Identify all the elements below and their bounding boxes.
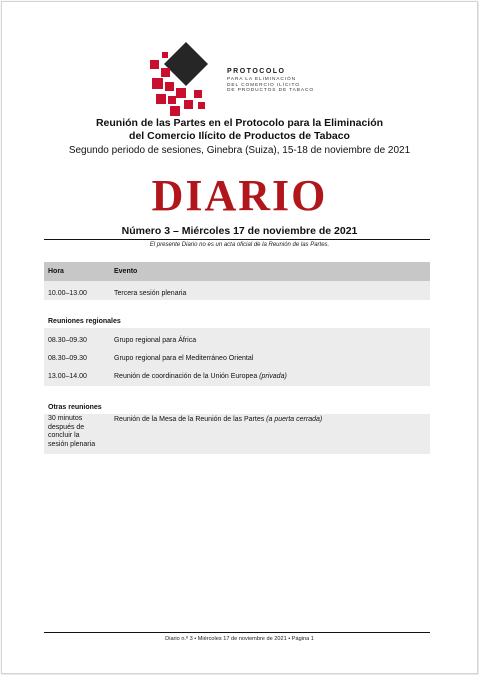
- meeting-title-line: Reunión de las Partes en el Protocolo para la Eliminación: [95, 117, 384, 129]
- row-event: [112, 372, 430, 381]
- logo-subtitle-line: DEL COMERCIO ILÍCITO: [227, 82, 300, 88]
- row-time: 13.00–14.00: [48, 372, 87, 380]
- logo-tile: [194, 90, 202, 98]
- table-row: [44, 286, 430, 300]
- logo-tile: [198, 102, 205, 109]
- logo-tile: [161, 68, 170, 77]
- row-event: [112, 415, 430, 424]
- logo-subtitle: [227, 77, 314, 94]
- row-time: [44, 415, 112, 449]
- logo-tile: [165, 82, 174, 91]
- event-name: Reunión de coordinación de la Unión Europea: [114, 372, 258, 380]
- row-event: Tercera sesión plenaria: [114, 289, 187, 297]
- logo-subtitle-line: PARA LA ELIMINACIÓN: [227, 77, 296, 82]
- table-row: [44, 333, 430, 347]
- section-title-other: Otras reuniones: [48, 404, 102, 411]
- schedule-table: [44, 262, 430, 454]
- logo-tile: [152, 78, 163, 89]
- row-time-line: 30 minutos: [48, 415, 83, 422]
- issue-line: Número 3 – Miércoles 17 de noviembre de 2021: [121, 225, 358, 237]
- meeting-title-line: del Comercio Ilícito de Productos de Tabaco: [129, 130, 350, 142]
- event-name: Reunión de la Mesa de la Reunión de las Partes: [114, 416, 265, 423]
- logo-dark-diamond: [164, 42, 208, 86]
- logo-wordmark: [227, 68, 314, 94]
- column-header-time: Hora: [48, 268, 64, 275]
- logo-title: PROTOCOLO: [227, 68, 286, 75]
- column-header-event: Evento: [114, 268, 138, 275]
- issue-divider: [44, 239, 430, 240]
- row-time-line: concluir la: [48, 432, 80, 439]
- section-spacer: [44, 386, 430, 400]
- logo-tile: [170, 106, 180, 116]
- diamond-mosaic-icon: [148, 40, 228, 120]
- disclaimer: El presente Diario no es un acta oficial de la Reunión de las Partes.: [149, 242, 330, 248]
- row-time-line: sesión plenaria: [48, 440, 96, 448]
- row-time-line: después de: [48, 423, 85, 431]
- logo-tile: [162, 52, 168, 58]
- row-event: Grupo regional para África: [114, 336, 197, 344]
- row-event: Grupo regional para el Mediterráneo Oriental: [114, 354, 254, 362]
- masthead-title: DIARIO: [151, 171, 328, 220]
- session-info: Segundo periodo de sesiones, Ginebra (Suiza), 15-18 de noviembre de 2021: [68, 145, 411, 156]
- logo-tile: [150, 60, 159, 69]
- logo-subtitle-line: DE PRODUCTOS DE TABACO: [227, 88, 314, 94]
- section-title-regional: Reuniones regionales: [48, 318, 121, 325]
- event-note: (privada): [259, 372, 287, 380]
- table-row: [44, 369, 430, 383]
- section-spacer: [44, 300, 430, 314]
- row-time: 08.30–09.30: [48, 354, 87, 362]
- footer-divider: [44, 632, 430, 633]
- table-row: [44, 414, 430, 454]
- event-note: (a puerta cerrada): [266, 416, 323, 423]
- table-header: [44, 262, 430, 281]
- logo-tile: [156, 94, 166, 104]
- table-row: [44, 351, 430, 365]
- logo-tile: [184, 100, 193, 109]
- page-footer: Diario n.º 3 • Miércoles 17 de noviembre de 2021 • Página 1: [165, 636, 314, 642]
- row-time: 10.00–13.00: [48, 289, 87, 297]
- meeting-title: [0, 117, 479, 143]
- logo-tile: [168, 96, 176, 104]
- protocol-logo: [148, 40, 338, 120]
- logo-tile: [176, 88, 186, 98]
- row-time: 08.30–09.30: [48, 336, 87, 344]
